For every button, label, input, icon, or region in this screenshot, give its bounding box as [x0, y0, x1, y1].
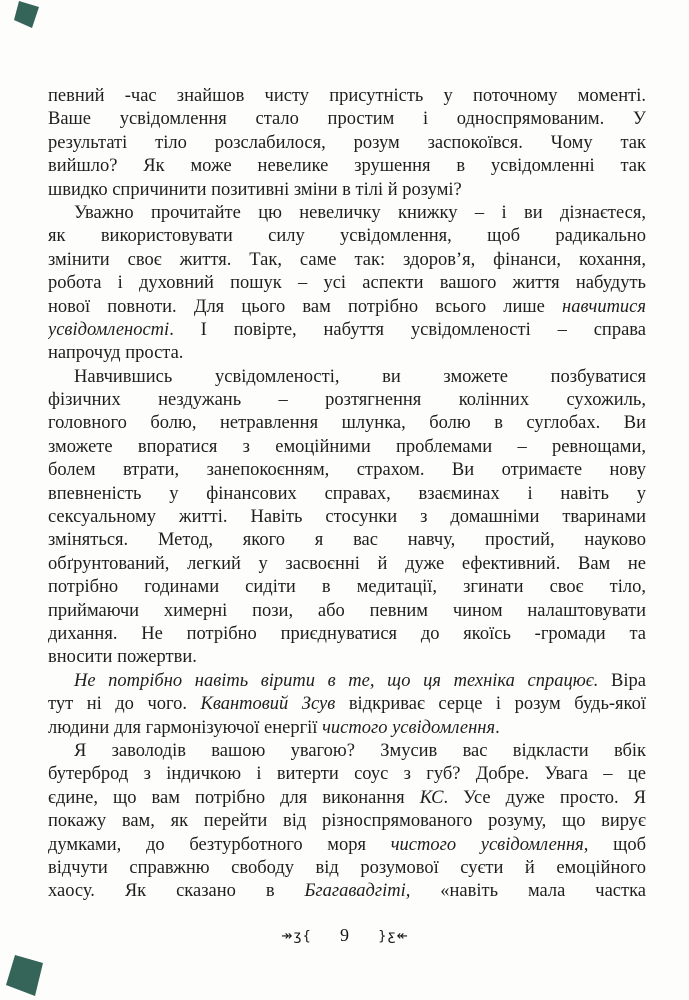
text-line: думками, до безтурботного моря чистого усвідомлення, щоб [48, 834, 646, 855]
text-line: покажу вам, як перейти від різноспрямованого розуму, що вирує [48, 811, 646, 832]
text-line: вносити пожертви. [48, 647, 197, 668]
text-line: головного болю, нетравлення шлунка, болю в суглобах. Ви [48, 413, 646, 434]
text-line: тут ні до чого. Квантовий Зсув відкриває серце і розум будь-якої [48, 694, 646, 715]
text-line: результаті тіло розслабилося, розум заспокоївся. Чому так [48, 132, 646, 153]
corner-ornament-shape [6, 955, 43, 996]
text-line: Навчившись усвідомленості, ви зможете позбуватися [74, 366, 646, 387]
text-line: вийшло? Як може невелике зрушення в усвідомленні так [48, 156, 646, 177]
text-line: робота і духовний пошук – усі аспекти вашого життя набудуть [48, 273, 646, 294]
text-line: сексуальному житті. Навіть стосунки з домашніми тваринами [48, 507, 646, 528]
corner-ornament-top-left-icon [6, 0, 46, 36]
footer-ornament-left-icon: ↠ʒ{ [281, 927, 312, 944]
paragraph [48, 202, 646, 366]
text-line: нової повноти. Для цього вам потрібно всього лише навчитися [48, 296, 646, 317]
text-line: напрочуд проста. [48, 343, 184, 364]
text-line: приймаючи химерні пози, або певним чином налаштовувати [48, 600, 646, 621]
text-line: змінити своє життя. Так, саме так: здоров’я, фінанси, кохання, [48, 249, 646, 270]
text-line: усвідомленості. І повірте, набуття усвідомленості – справа [48, 319, 646, 340]
paragraph [48, 670, 646, 740]
paragraph [48, 85, 646, 202]
text-line: Я заволодів вашою увагою? Змусив вас відкласти вбік [74, 740, 646, 761]
corner-ornament-shape [14, 1, 39, 28]
text-line: впевненість у фінансових справах, взаєминах і навіть у [48, 483, 646, 504]
paragraph [48, 740, 646, 904]
text-line: обґрунтований, легкий у засвоєнні й дуже ефективний. Вам не [48, 553, 646, 574]
text-line: Уважно прочитайте цю невеличку книжку – і ви дізнаєтеся, [74, 202, 646, 223]
page-number: 9 [340, 925, 349, 945]
footer-ornament-right-icon: ↠ʒ{ [377, 927, 408, 944]
text-block [48, 85, 646, 904]
text-line: швидко спричинити позитивні зміни в тілі й розумі? [48, 179, 462, 200]
text-line: відчути справжню свободу від розумової суєти й емоційного [48, 857, 646, 878]
text-line: потрібно годинами сидіти в медитації, згинати своє тіло, [48, 577, 646, 598]
text-line: дихання. Не потрібно приєднуватися до якоїсь -громади та [48, 623, 646, 644]
text-line: хаосу. Як сказано в Бгагавадгіті, «навіть мала частка [48, 881, 646, 902]
text-line: певний -час знайшов чисту присутність у поточному моменті. [48, 86, 646, 106]
text-line: людини для гармонізуючої енергії чистого усвідомлення. [48, 717, 500, 738]
page-footer [0, 925, 689, 946]
text-line: Ваше усвідомлення стало простим і односпрямованим. У [48, 109, 646, 130]
text-line: як використовувати силу усвідомлення, щоб радикально [48, 226, 646, 247]
corner-ornament-bottom-left-icon [2, 952, 52, 1000]
text-line: єдине, що вам потрібно для виконання КС. Усе дуже просто. Я [48, 787, 646, 808]
paragraph [48, 366, 646, 670]
text-line: фізичних нездужань – розтягнення колінних сухожиль, [48, 390, 646, 411]
text-line: бутерброд з індичкою і витерти соус з губ? Добре. Увага – це [48, 764, 646, 785]
text-line: болем втрати, занепокоєнням, страхом. Ви отримаєте нову [48, 460, 646, 481]
text-line: зможете впоратися з емоційними проблемами – ревнощами, [48, 436, 646, 457]
text-line: Не потрібно навіть вірити в те, що ця техніка спрацює. Віра [74, 670, 646, 691]
text-line: зміняться. Метод, якого я вас навчу, простий, науково [48, 530, 646, 551]
